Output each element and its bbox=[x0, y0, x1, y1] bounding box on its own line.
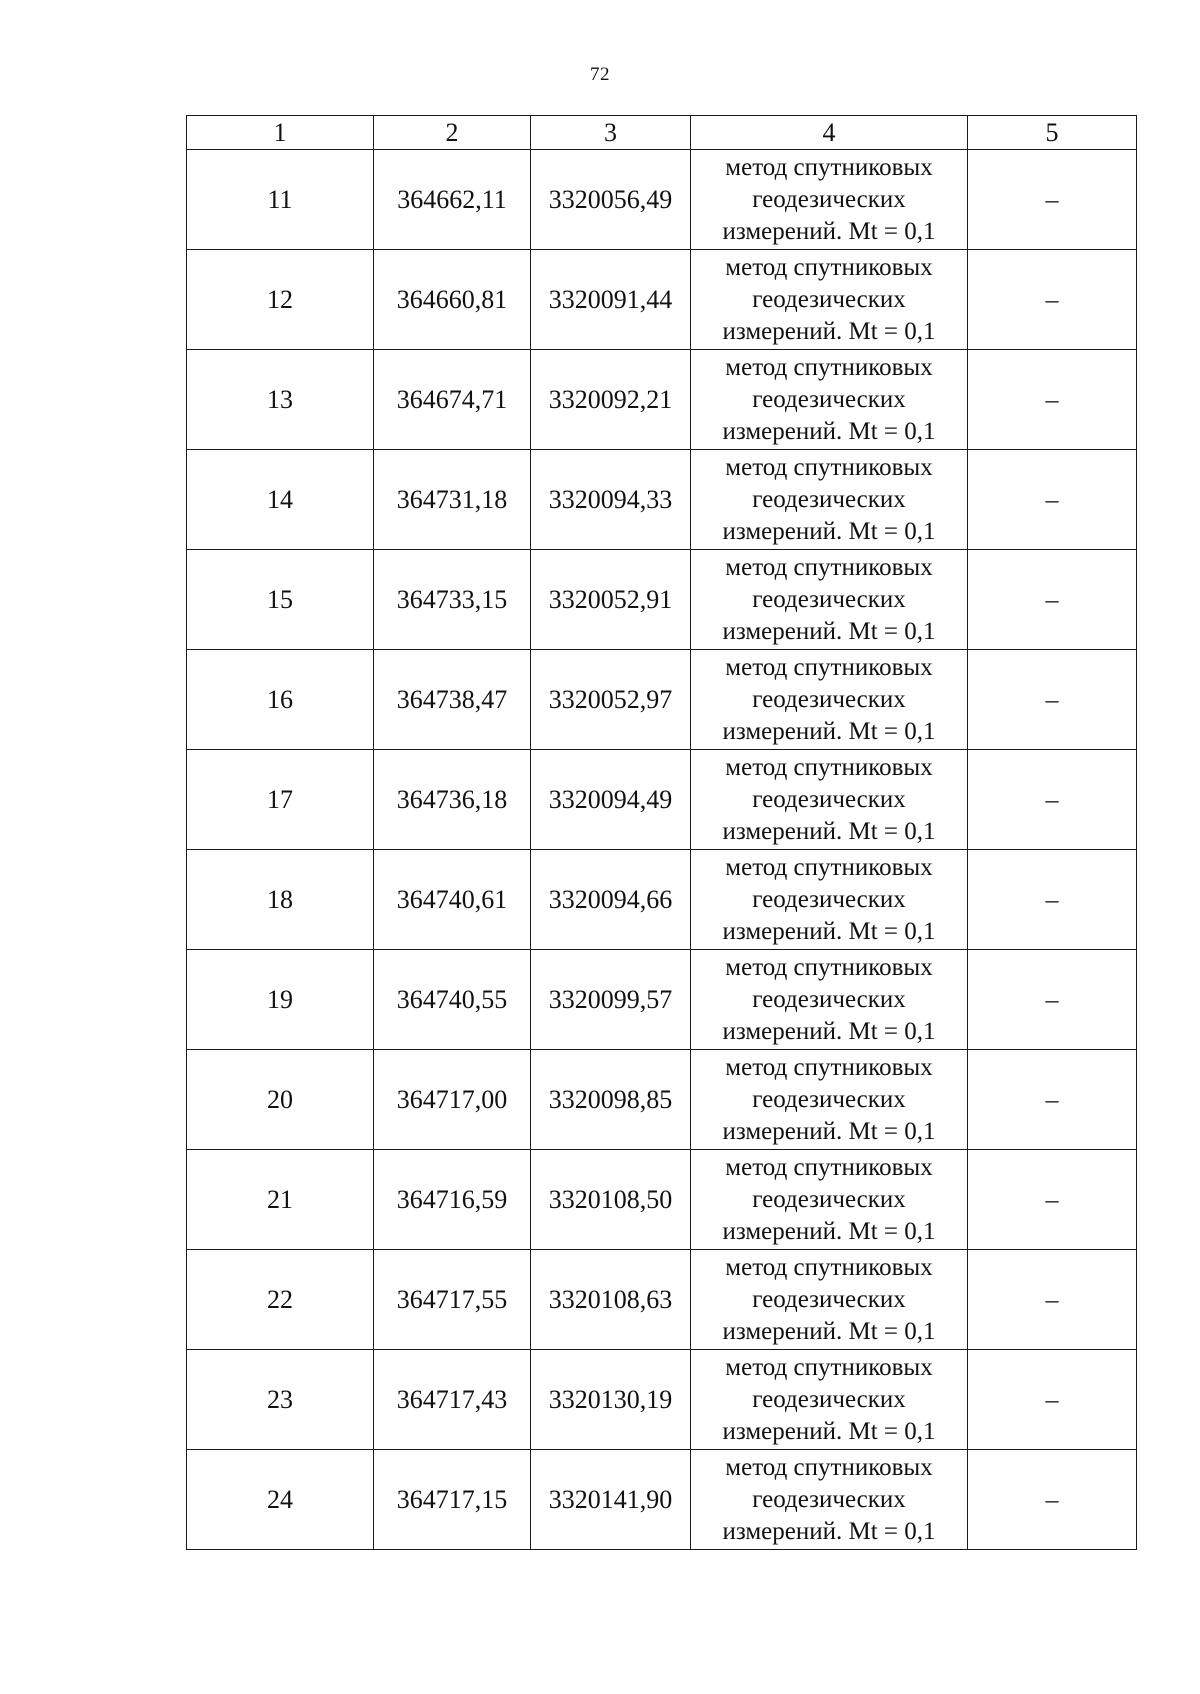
method-cell bbox=[691, 1250, 968, 1350]
method-line: метод спутниковых bbox=[725, 353, 933, 381]
note-cell: – bbox=[968, 1350, 1137, 1450]
note-cell: – bbox=[968, 550, 1137, 650]
table-row bbox=[187, 950, 1137, 1050]
method-cell bbox=[691, 950, 968, 1050]
method-line: измерений. Mt = 0,1 bbox=[722, 1517, 936, 1545]
table-header bbox=[187, 116, 1137, 150]
y-coordinate-cell: 3320092,21 bbox=[531, 350, 691, 450]
table-row bbox=[187, 650, 1137, 750]
point-number-cell: 15 bbox=[187, 550, 374, 650]
x-coordinate-cell: 364717,00 bbox=[374, 1050, 531, 1150]
point-number-cell: 14 bbox=[187, 450, 374, 550]
note-cell: – bbox=[968, 1050, 1137, 1150]
x-coordinate-cell: 364662,11 bbox=[374, 150, 531, 250]
method-line: геодезических bbox=[752, 685, 906, 713]
page-number: 72 bbox=[590, 64, 610, 85]
method-cell bbox=[691, 1050, 968, 1150]
method-line: измерений. Mt = 0,1 bbox=[722, 1417, 936, 1445]
method-cell bbox=[691, 1150, 968, 1250]
method-line: геодезических bbox=[752, 185, 906, 213]
method-line: метод спутниковых bbox=[725, 953, 933, 981]
method-cell bbox=[691, 150, 968, 250]
note-cell: – bbox=[968, 750, 1137, 850]
method-cell bbox=[691, 350, 968, 450]
x-coordinate-cell: 364736,18 bbox=[374, 750, 531, 850]
table-row bbox=[187, 550, 1137, 650]
point-number-cell: 12 bbox=[187, 250, 374, 350]
method-line: метод спутниковых bbox=[725, 1253, 933, 1281]
x-coordinate-cell: 364733,15 bbox=[374, 550, 531, 650]
method-line: геодезических bbox=[752, 385, 906, 413]
method-line: метод спутниковых bbox=[725, 1453, 933, 1481]
point-number-cell: 19 bbox=[187, 950, 374, 1050]
method-line: измерений. Mt = 0,1 bbox=[722, 517, 936, 545]
x-coordinate-cell: 364716,59 bbox=[374, 1150, 531, 1250]
point-number-cell: 18 bbox=[187, 850, 374, 950]
method-line: метод спутниковых bbox=[725, 553, 933, 581]
method-cell bbox=[691, 1350, 968, 1450]
table-row bbox=[187, 450, 1137, 550]
method-cell bbox=[691, 750, 968, 850]
y-coordinate-cell: 3320130,19 bbox=[531, 1350, 691, 1450]
note-cell: – bbox=[968, 850, 1137, 950]
method-line: измерений. Mt = 0,1 bbox=[722, 917, 936, 945]
header-cell-2: 2 bbox=[374, 116, 531, 150]
method-line: измерений. Mt = 0,1 bbox=[722, 817, 936, 845]
method-line: измерений. Mt = 0,1 bbox=[722, 417, 936, 445]
point-number-cell: 21 bbox=[187, 1150, 374, 1250]
note-cell: – bbox=[968, 950, 1137, 1050]
x-coordinate-cell: 364717,15 bbox=[374, 1450, 531, 1550]
method-line: измерений. Mt = 0,1 bbox=[722, 617, 936, 645]
method-cell bbox=[691, 650, 968, 750]
method-cell bbox=[691, 850, 968, 950]
method-line: измерений. Mt = 0,1 bbox=[722, 1117, 936, 1145]
method-line: геодезических bbox=[752, 1385, 906, 1413]
point-number-cell: 23 bbox=[187, 1350, 374, 1450]
table-row bbox=[187, 1050, 1137, 1150]
method-line: геодезических bbox=[752, 1285, 906, 1313]
method-cell bbox=[691, 250, 968, 350]
x-coordinate-cell: 364731,18 bbox=[374, 450, 531, 550]
method-line: измерений. Mt = 0,1 bbox=[722, 317, 936, 345]
method-cell bbox=[691, 450, 968, 550]
note-cell: – bbox=[968, 1250, 1137, 1350]
point-number-cell: 13 bbox=[187, 350, 374, 450]
header-cell-5: 5 bbox=[968, 116, 1137, 150]
method-line: метод спутниковых bbox=[725, 853, 933, 881]
table-row bbox=[187, 150, 1137, 250]
table-row bbox=[187, 1150, 1137, 1250]
table-row bbox=[187, 850, 1137, 950]
x-coordinate-cell: 364740,55 bbox=[374, 950, 531, 1050]
coordinates-table bbox=[186, 115, 1137, 1550]
method-line: геодезических bbox=[752, 1185, 906, 1213]
table-row bbox=[187, 1350, 1137, 1450]
method-line: измерений. Mt = 0,1 bbox=[722, 1217, 936, 1245]
method-line: геодезических bbox=[752, 985, 906, 1013]
method-line: геодезических bbox=[752, 1085, 906, 1113]
method-line: метод спутниковых bbox=[725, 253, 933, 281]
method-line: геодезических bbox=[752, 885, 906, 913]
table-row bbox=[187, 250, 1137, 350]
y-coordinate-cell: 3320108,63 bbox=[531, 1250, 691, 1350]
table-body bbox=[187, 150, 1137, 1550]
y-coordinate-cell: 3320094,66 bbox=[531, 850, 691, 950]
header-row bbox=[187, 116, 1137, 150]
y-coordinate-cell: 3320099,57 bbox=[531, 950, 691, 1050]
method-line: метод спутниковых bbox=[725, 1153, 933, 1181]
header-cell-3: 3 bbox=[531, 116, 691, 150]
y-coordinate-cell: 3320141,90 bbox=[531, 1450, 691, 1550]
table-row bbox=[187, 750, 1137, 850]
note-cell: – bbox=[968, 650, 1137, 750]
x-coordinate-cell: 364674,71 bbox=[374, 350, 531, 450]
y-coordinate-cell: 3320098,85 bbox=[531, 1050, 691, 1150]
method-line: измерений. Mt = 0,1 bbox=[722, 217, 936, 245]
header-cell-4: 4 bbox=[691, 116, 968, 150]
note-cell: – bbox=[968, 150, 1137, 250]
method-cell bbox=[691, 1450, 968, 1550]
note-cell: – bbox=[968, 250, 1137, 350]
y-coordinate-cell: 3320094,33 bbox=[531, 450, 691, 550]
header-cell-1: 1 bbox=[187, 116, 374, 150]
method-line: метод спутниковых bbox=[725, 653, 933, 681]
note-cell: – bbox=[968, 350, 1137, 450]
method-line: метод спутниковых bbox=[725, 753, 933, 781]
method-line: геодезических bbox=[752, 285, 906, 313]
method-cell bbox=[691, 550, 968, 650]
y-coordinate-cell: 3320091,44 bbox=[531, 250, 691, 350]
table-row bbox=[187, 1250, 1137, 1350]
coordinates-table-container bbox=[186, 115, 1136, 1550]
method-line: метод спутниковых bbox=[725, 153, 933, 181]
method-line: геодезических bbox=[752, 1485, 906, 1513]
method-line: измерений. Mt = 0,1 bbox=[722, 717, 936, 745]
point-number-cell: 17 bbox=[187, 750, 374, 850]
y-coordinate-cell: 3320094,49 bbox=[531, 750, 691, 850]
method-line: измерений. Mt = 0,1 bbox=[722, 1017, 936, 1045]
note-cell: – bbox=[968, 450, 1137, 550]
note-cell: – bbox=[968, 1150, 1137, 1250]
point-number-cell: 11 bbox=[187, 150, 374, 250]
point-number-cell: 16 bbox=[187, 650, 374, 750]
point-number-cell: 24 bbox=[187, 1450, 374, 1550]
method-line: метод спутниковых bbox=[725, 1353, 933, 1381]
method-line: геодезических bbox=[752, 785, 906, 813]
y-coordinate-cell: 3320108,50 bbox=[531, 1150, 691, 1250]
y-coordinate-cell: 3320052,91 bbox=[531, 550, 691, 650]
method-line: метод спутниковых bbox=[725, 1053, 933, 1081]
x-coordinate-cell: 364738,47 bbox=[374, 650, 531, 750]
x-coordinate-cell: 364717,43 bbox=[374, 1350, 531, 1450]
method-line: геодезических bbox=[752, 585, 906, 613]
method-line: геодезических bbox=[752, 485, 906, 513]
note-cell: – bbox=[968, 1450, 1137, 1550]
y-coordinate-cell: 3320056,49 bbox=[531, 150, 691, 250]
x-coordinate-cell: 364717,55 bbox=[374, 1250, 531, 1350]
method-line: метод спутниковых bbox=[725, 453, 933, 481]
y-coordinate-cell: 3320052,97 bbox=[531, 650, 691, 750]
table-row bbox=[187, 1450, 1137, 1550]
x-coordinate-cell: 364740,61 bbox=[374, 850, 531, 950]
point-number-cell: 20 bbox=[187, 1050, 374, 1150]
x-coordinate-cell: 364660,81 bbox=[374, 250, 531, 350]
point-number-cell: 22 bbox=[187, 1250, 374, 1350]
table-row bbox=[187, 350, 1137, 450]
method-line: измерений. Mt = 0,1 bbox=[722, 1317, 936, 1345]
